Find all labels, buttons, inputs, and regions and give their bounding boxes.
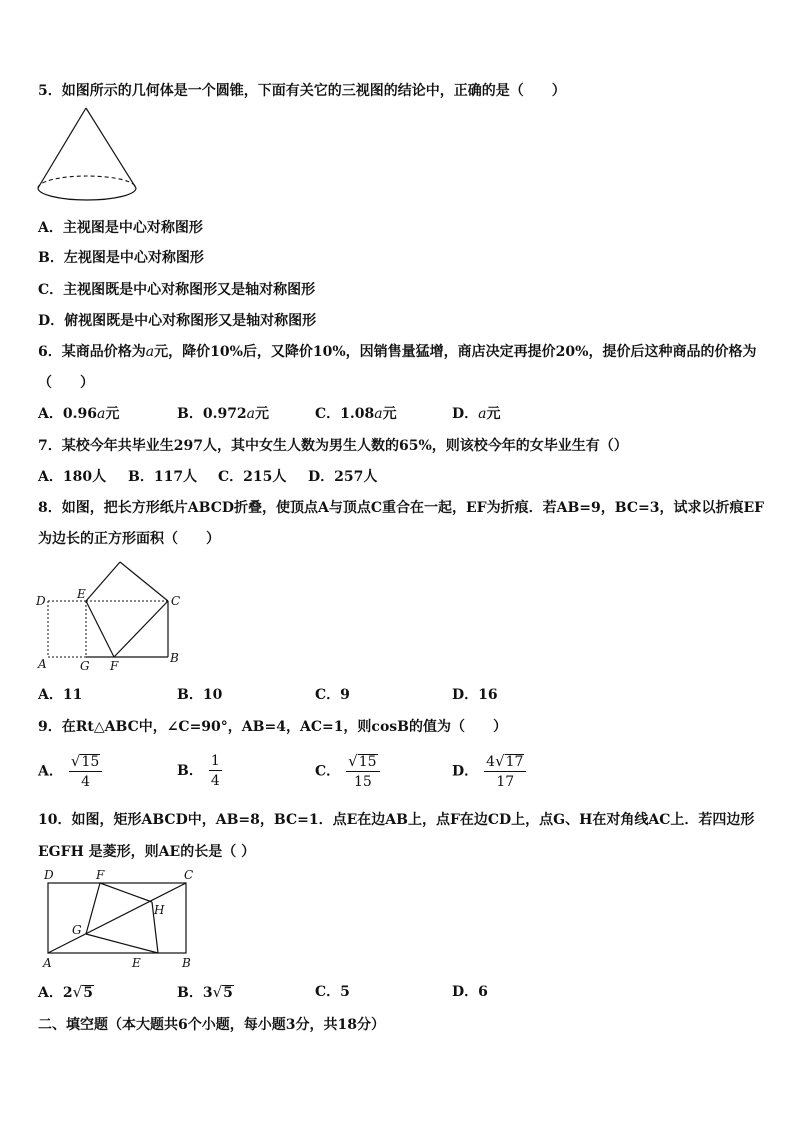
section-2-heading: 二、填空题（本大题共6个小题，每小题3分，共18分） xyxy=(38,1017,385,1033)
q6-stem-b: 元，降价10%后，又降价10%，因销售量猛增，商店决定再提价20%，提价后这种商品的价格为 xyxy=(154,344,757,360)
side-fg xyxy=(86,883,100,934)
q10-option-d: D．6 xyxy=(452,984,488,1000)
q9-option-d: D． $\frac{4√17}{17}$ xyxy=(452,753,526,790)
rhombus-figure xyxy=(34,866,204,972)
q10-option-a: A．2√5 xyxy=(38,983,93,1001)
label-d: D xyxy=(44,868,54,882)
q8-option-b: B．10 xyxy=(177,687,223,703)
cone-figure xyxy=(34,104,144,204)
q6-var: a xyxy=(145,344,155,360)
q6-option-c: C．1.08a元 xyxy=(315,406,397,422)
fold-fc xyxy=(114,601,168,657)
label-g: G xyxy=(80,659,90,673)
q10-option-c: C．5 xyxy=(315,984,350,1000)
q6-option-d: D．a元 xyxy=(452,406,501,422)
q6-stem-c: （ ） xyxy=(38,375,94,391)
flap-e-top xyxy=(86,562,120,601)
q7-option-d: D．257人 xyxy=(308,469,378,485)
label-f: F xyxy=(110,659,119,673)
label-e: E xyxy=(77,587,86,601)
q9-option-a: A． $\frac{√15}{4}$ xyxy=(38,753,102,790)
q8-option-d: D．16 xyxy=(452,687,498,703)
label-e: E xyxy=(132,956,141,970)
q5-option-a: A．主视图是中心对称图形 xyxy=(38,220,203,236)
label-c: C xyxy=(171,594,181,608)
q6-stem-a: 6．某商品价格为 xyxy=(38,344,146,360)
label-f: F xyxy=(96,868,105,882)
label-a: A xyxy=(38,657,47,671)
side-hf xyxy=(100,883,152,902)
flap-top-c xyxy=(120,562,168,601)
fold-figure xyxy=(34,556,194,676)
cone-base-front xyxy=(38,188,136,200)
q9-option-c: C． $\frac{√15}{15}$ xyxy=(315,753,380,790)
q7-option-b: B．117人 xyxy=(128,469,198,485)
label-h: H xyxy=(154,903,165,917)
q10-stem-a: 10．如图，矩形ABCD中，AB=8，BC=1．点E在边AB上，点F在边CD上，点G、H在对角线AC上．若四边形 xyxy=(38,812,755,828)
q5-option-c: C．主视图既是中心对称图形又是轴对称图形 xyxy=(38,282,316,298)
cone-base-back xyxy=(38,176,136,188)
label-c: C xyxy=(184,868,194,882)
label-b: B xyxy=(170,651,179,665)
q5-stem: 5．如图所示的几何体是一个圆锥，下面有关它的三视图的结论中，正确的是（ ） xyxy=(38,83,566,99)
q8-option-c: C．9 xyxy=(315,687,350,703)
q7-option-a: A．180人 xyxy=(38,469,107,485)
q8-option-a: A．11 xyxy=(38,687,83,703)
label-d: D xyxy=(36,594,46,608)
q10-option-b: B．3√5 xyxy=(177,983,233,1001)
q8-stem-a: 8．如图，把长方形纸片ABCD折叠，使顶点A与顶点C重合在一起，EF为折痕．若AB=9，BC=3，试求以折痕EF xyxy=(38,500,765,516)
q6-option-a: A．0.96a元 xyxy=(38,406,120,422)
label-a: A xyxy=(43,956,52,970)
side-ge xyxy=(86,934,158,953)
q7-stem: 7．某校今年共毕业生297人，其中女生人数为男生人数的65%，则该校今年的女毕业生有（） xyxy=(38,438,628,454)
q9-stem: 9．在Rt△ABC中，∠C=90°，AB=4，AC=1，则cosB的值为（ ） xyxy=(38,719,508,735)
q6-stem xyxy=(38,343,756,361)
label-g: G xyxy=(72,923,82,937)
q9-option-b: B． $\frac{1}{4}$ xyxy=(177,753,220,789)
q8-stem-b: 为边长的正方形面积（ ） xyxy=(38,531,220,547)
q5-option-b: B．左视图是中心对称图形 xyxy=(38,250,204,266)
q5-option-d: D．俯视图既是中心对称图形又是轴对称图形 xyxy=(38,313,317,329)
q10-stem-b: EGFH 是菱形，则AE的长是（ ） xyxy=(38,844,256,860)
q6-option-b: B．0.972a元 xyxy=(177,406,270,422)
label-b: B xyxy=(182,956,191,970)
fold-ef xyxy=(86,601,114,657)
q7-option-c: C．215人 xyxy=(218,469,287,485)
